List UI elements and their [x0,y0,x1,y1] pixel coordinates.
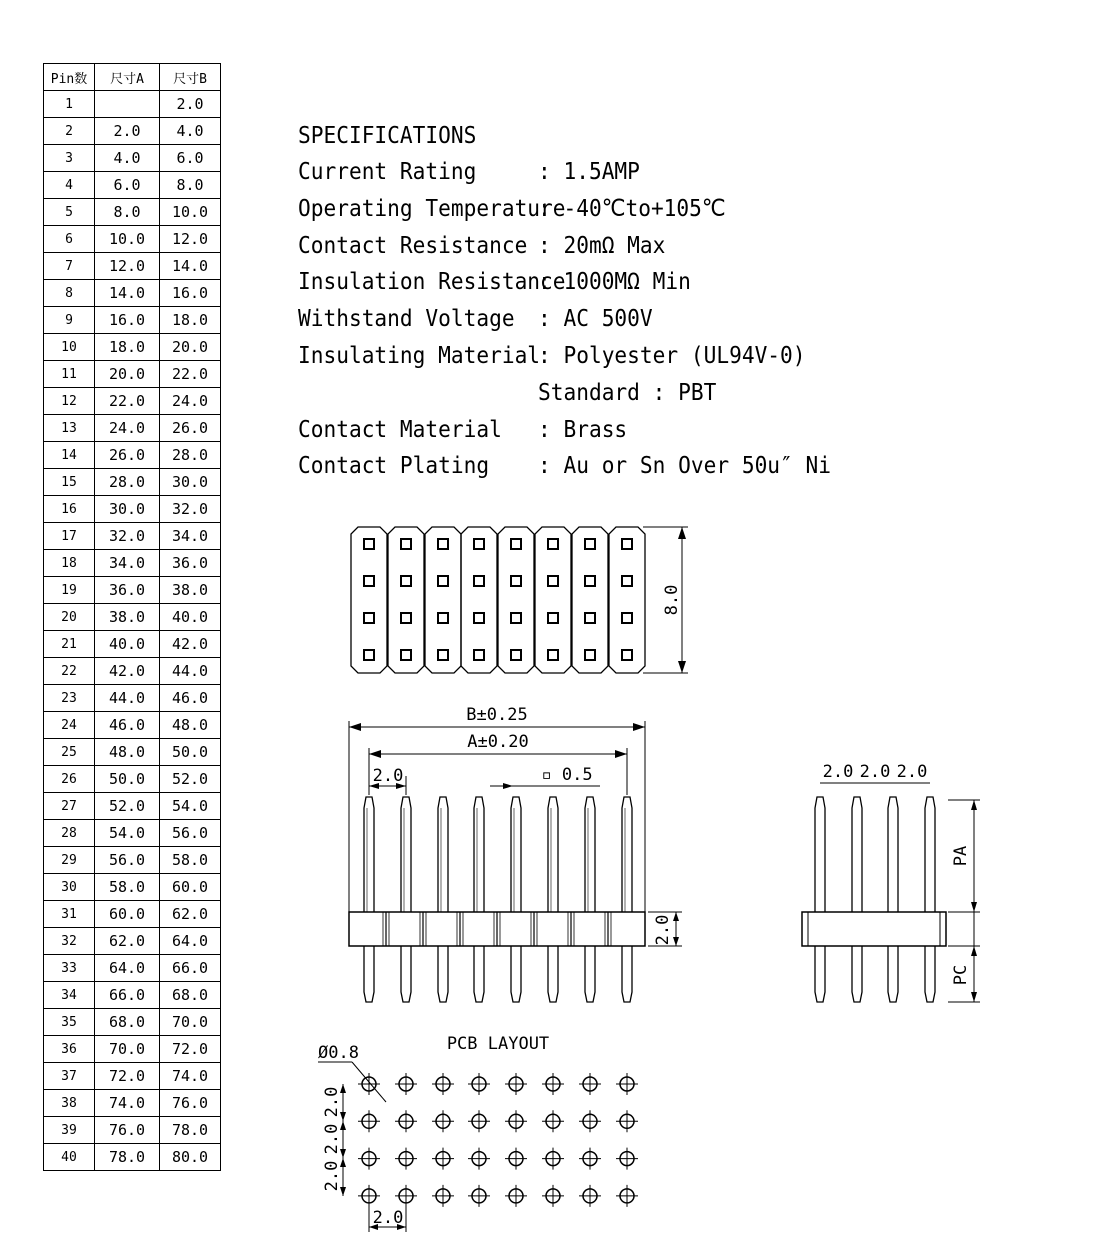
pin-square [364,613,374,623]
dim-a-cell: 34.0 [95,550,160,577]
pcb-layout-drawing [358,1073,638,1207]
spec-label: Operating Temperature [298,195,566,222]
dim-b-cell: 78.0 [160,1117,221,1144]
dim-b-cell: 48.0 [160,712,221,739]
pin-count-cell: 23 [44,685,95,712]
pin-count-cell: 30 [44,874,95,901]
pin-count-cell: 36 [44,1036,95,1063]
dim-a-cell: 22.0 [95,388,160,415]
pin-square [474,576,484,586]
pin-count-cell: 34 [44,982,95,1009]
dim-b-cell: 4.0 [160,118,221,145]
pin-square [401,650,411,660]
spec-value: : Brass [538,416,628,443]
front-pitch-label: 2.0 [372,766,404,786]
dim-a-cell: 10.0 [95,226,160,253]
pin-square [364,539,374,549]
dim-b-cell: 56.0 [160,820,221,847]
dim-a-cell: 78.0 [95,1144,160,1171]
spec-label: Contact Plating [298,453,490,480]
pin-lower [585,946,595,1002]
side-pin-upper [888,797,898,912]
top-view-drawing [351,527,645,673]
dim-b-cell: 44.0 [160,658,221,685]
side-body [802,912,946,946]
side-pin-lower [888,946,898,1002]
pin-lower [548,946,558,1002]
pin-size-label: ▫ 0.5 [541,765,593,785]
pin-count-cell: 16 [44,496,95,523]
pin-square [622,613,632,623]
pin-square [511,650,521,660]
dim-a-cell: 2.0 [95,118,160,145]
pin-lower [474,946,484,1002]
pin-square [585,576,595,586]
side-pin-lower [815,946,825,1002]
dim-a-cell: 60.0 [95,901,160,928]
dim-b-cell: 34.0 [160,523,221,550]
pin-upper [585,797,595,912]
dim-a-cell: 64.0 [95,955,160,982]
pin-square [511,576,521,586]
pin-square [401,539,411,549]
pin-square [364,650,374,660]
pin-count-cell: 40 [44,1144,95,1171]
dim-b-cell: 60.0 [160,874,221,901]
dim-b-cell: 66.0 [160,955,221,982]
dim-b-cell: 16.0 [160,280,221,307]
side-pin-upper [815,797,825,912]
dim-b-cell: 14.0 [160,253,221,280]
dim-a-cell: 42.0 [95,658,160,685]
pin-count-cell: 22 [44,658,95,685]
pin-lower [438,946,448,1002]
dim-a-cell: 4.0 [95,145,160,172]
side-pitch-label-2: 2.0 [859,762,891,782]
dim-b-cell: 18.0 [160,307,221,334]
dim-a-cell: 70.0 [95,1036,160,1063]
spec-value: Standard : PBT [538,379,717,406]
dim-a-label: A±0.20 [467,732,529,752]
dim-b-cell: 52.0 [160,766,221,793]
pin-count-cell: 18 [44,550,95,577]
pin-count-cell: 35 [44,1009,95,1036]
dim-a-cell: 26.0 [95,442,160,469]
front-view-drawing [349,797,645,1002]
side-pin-upper [852,797,862,912]
pin-square [585,613,595,623]
dim-b-cell: 24.0 [160,388,221,415]
pcb-row-pitch-2: 2.0 [322,1123,342,1155]
pin-count-cell: 5 [44,199,95,226]
dim-a-cell: 58.0 [95,874,160,901]
pin-count-cell: 1 [44,91,95,118]
dim-b-cell: 62.0 [160,901,221,928]
side-pin-upper [925,797,935,912]
header-dim-a: 尺寸A [95,64,160,91]
dim-a-cell: 20.0 [95,361,160,388]
spec-label: Insulating Material [298,342,541,369]
side-pitch-label-1: 2.0 [822,762,854,782]
pin-count-cell: 11 [44,361,95,388]
pin-upper [511,797,521,912]
dim-a-cell: 66.0 [95,982,160,1009]
pin-square [401,576,411,586]
spec-value: : Polyester (UL94V-0) [538,342,806,369]
pin-square [438,650,448,660]
pin-count-cell: 27 [44,793,95,820]
dim-pa-label: PA [951,845,971,867]
dim-b-cell: 76.0 [160,1090,221,1117]
dim-a-cell: 6.0 [95,172,160,199]
pin-count-cell: 13 [44,415,95,442]
dim-b-cell: 74.0 [160,1063,221,1090]
dim-a-cell: 32.0 [95,523,160,550]
side-pin-lower [925,946,935,1002]
pcb-col-pitch: 2.0 [372,1208,404,1228]
dim-a-cell: 52.0 [95,793,160,820]
dim-b-cell: 72.0 [160,1036,221,1063]
pin-count-cell: 20 [44,604,95,631]
dim-a-cell: 36.0 [95,577,160,604]
dim-b-cell: 32.0 [160,496,221,523]
dim-a-cell: 74.0 [95,1090,160,1117]
dim-a-cell: 76.0 [95,1117,160,1144]
dim-b-cell: 28.0 [160,442,221,469]
pin-square [474,650,484,660]
dim-b-cell: 42.0 [160,631,221,658]
dim-b-cell: 58.0 [160,847,221,874]
pin-square [548,650,558,660]
side-pitch-label-3: 2.0 [896,762,928,782]
pin-square [364,576,374,586]
dim-b-cell: 8.0 [160,172,221,199]
pin-upper [364,797,374,912]
pin-square [622,539,632,549]
dim-b-cell: 20.0 [160,334,221,361]
pin-count-cell: 28 [44,820,95,847]
dim-b-label: B±0.25 [466,705,528,725]
dim-pc-label: PC [951,964,971,986]
pin-count-cell: 7 [44,253,95,280]
pin-count-cell: 39 [44,1117,95,1144]
pin-square [548,539,558,549]
pin-square [438,539,448,549]
dim-b-cell: 50.0 [160,739,221,766]
pin-square [401,613,411,623]
pin-count-cell: 21 [44,631,95,658]
pin-lower [622,946,632,1002]
dim-a-cell: 18.0 [95,334,160,361]
pin-square [622,650,632,660]
pin-count-cell: 15 [44,469,95,496]
dim-b-cell: 80.0 [160,1144,221,1171]
pcb-layout-title: PCB LAYOUT [446,1034,550,1054]
pin-lower [364,946,374,1002]
pin-count-cell: 38 [44,1090,95,1117]
pin-upper [401,797,411,912]
pin-count-cell: 32 [44,928,95,955]
pin-square [548,613,558,623]
pin-count-cell: 37 [44,1063,95,1090]
side-view-drawing [802,797,946,1002]
dim-a-cell: 56.0 [95,847,160,874]
body-height-dim: 2.0 [653,914,673,946]
pin-count-cell: 6 [44,226,95,253]
specifications-title: SPECIFICATIONS [298,123,477,149]
dim-b-cell: 70.0 [160,1009,221,1036]
pin-upper [622,797,632,912]
spec-label: Current Rating [298,159,477,185]
dim-a-cell: 68.0 [95,1009,160,1036]
spec-value: : 20mΩ Max [538,232,666,259]
pin-count-cell: 14 [44,442,95,469]
dim-a-cell: 14.0 [95,280,160,307]
dim-b-cell: 10.0 [160,199,221,226]
pin-count-cell: 33 [44,955,95,982]
dim-b-cell: 26.0 [160,415,221,442]
pin-square [438,576,448,586]
pin-square [438,613,448,623]
pin-count-cell: 10 [44,334,95,361]
spec-label: Contact Resistance [298,232,528,259]
pin-upper [438,797,448,912]
pin-count-cell: 19 [44,577,95,604]
pin-upper [548,797,558,912]
dim-a-cell: 24.0 [95,415,160,442]
dim-b-cell: 54.0 [160,793,221,820]
dim-a-cell: 12.0 [95,253,160,280]
pin-count-cell: 31 [44,901,95,928]
header-pin-count: Pin数 [44,64,95,91]
pin-lower [511,946,521,1002]
dim-a-cell: 50.0 [95,766,160,793]
spec-value: : -40℃to+105℃ [538,195,726,222]
dim-b-cell: 12.0 [160,226,221,253]
dim-b-cell: 36.0 [160,550,221,577]
pin-square [548,576,558,586]
spec-value: : 1.5AMP [538,159,640,185]
pin-count-cell: 26 [44,766,95,793]
pin-square [622,576,632,586]
dim-a-cell: 40.0 [95,631,160,658]
pin-count-cell: 8 [44,280,95,307]
pin-count-cell: 17 [44,523,95,550]
pin-lower [401,946,411,1002]
dim-a-cell: 48.0 [95,739,160,766]
hole-diameter-label: Ø0.8 [318,1043,359,1063]
pin-count-cell: 2 [44,118,95,145]
dim-a-cell: 44.0 [95,685,160,712]
dim-b-cell: 64.0 [160,928,221,955]
dim-b-cell: 30.0 [160,469,221,496]
side-pin-lower [852,946,862,1002]
dim-b-cell: 6.0 [160,145,221,172]
pin-square [511,539,521,549]
pin-count-cell: 12 [44,388,95,415]
dim-b-cell: 68.0 [160,982,221,1009]
pin-count-cell: 25 [44,739,95,766]
pin-count-cell: 29 [44,847,95,874]
dim-b-cell: 40.0 [160,604,221,631]
dim-a-cell: 16.0 [95,307,160,334]
spec-label: Contact Material [298,416,502,443]
dim-b-cell: 2.0 [160,91,221,118]
spec-value: : AC 500V [538,306,653,333]
dim-b-cell: 46.0 [160,685,221,712]
pin-square [585,539,595,549]
spec-label: Insulation Resistance [298,269,566,296]
spec-value: : Au or Sn Over 50u″ Ni [538,453,832,480]
dim-a-cell: 46.0 [95,712,160,739]
spec-label: Withstand Voltage [298,306,515,333]
pin-count-cell: 4 [44,172,95,199]
pin-count-cell: 3 [44,145,95,172]
spec-value: : 1000MΩ Min [538,269,691,296]
pin-count-cell: 24 [44,712,95,739]
dim-a-cell: 30.0 [95,496,160,523]
pin-count-cell: 9 [44,307,95,334]
pin-square [585,650,595,660]
dim-b-cell: 22.0 [160,361,221,388]
pcb-row-pitch-3: 2.0 [322,1160,342,1192]
pcb-row-pitch-1: 2.0 [322,1086,342,1118]
dim-a-cell: 28.0 [95,469,160,496]
dim-a-cell: 72.0 [95,1063,160,1090]
pin-square [474,539,484,549]
header-dim-b: 尺寸B [160,64,221,91]
dim-b-cell: 38.0 [160,577,221,604]
pin-square [511,613,521,623]
dim-a-cell: 38.0 [95,604,160,631]
pin-upper [474,797,484,912]
dim-a-cell: 62.0 [95,928,160,955]
pin-square [474,613,484,623]
top-view-height-dim: 8.0 [662,584,682,616]
dim-a-cell: 8.0 [95,199,160,226]
dim-a-cell: 54.0 [95,820,160,847]
